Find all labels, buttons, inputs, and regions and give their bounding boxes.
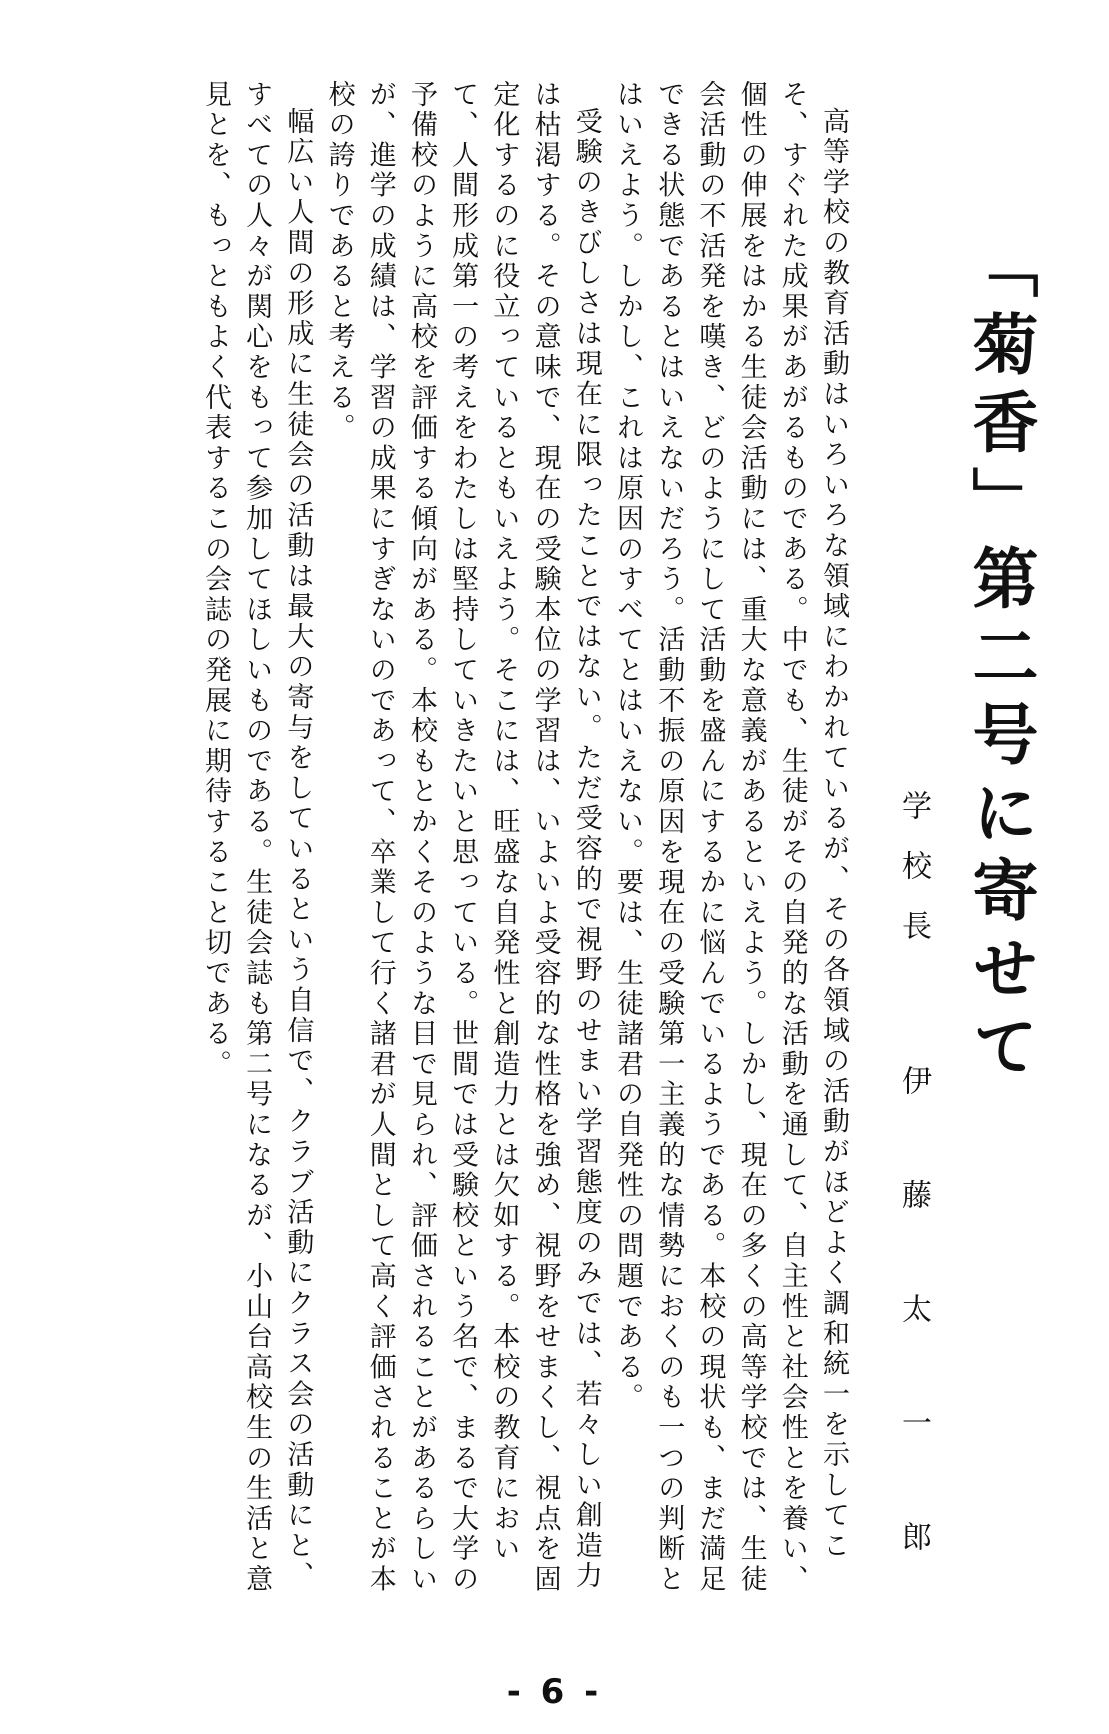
- body-paragraph: 高等学校の教育活動はいろいろな領域にわかれているが、その各領域の活動がほどよく調和統一を示してこそ、すぐれた成果があがるものである。中でも、生徒がその自発的な活動を通して、自主性と社会性とを養い、個性の伸展をはかる生徒会活動には、重大な意義があるといえよう。しかし、現在の多くの高等学校では、生徒会活動の不活発を嘆き、どのようにして活動を盛んにするかに悩んでいるようである。本校の現状も、まだ満足できる状態であるとはいえないだろう。活動不振の原因を現在の受験第一主義的な情勢におくのも一つの判断とはいえよう。しかし、これは原因のすべてとはいえない。要は、生徒諸君の自発性の問題である。: [611, 80, 849, 1595]
- page-number: - 6 -: [506, 1672, 603, 1712]
- author-name: 伊藤太一郎: [896, 1065, 931, 1635]
- article-title: 「菊香」第二号に寄せて: [961, 232, 1039, 1090]
- article-body: [196, 80, 854, 1620]
- body-paragraph: 幅広い人間の形成に生徒会の活動は最大の寄与をしているという自信で、クラブ活動にクラス会の活動にと、すべての人々が関心をもって参加してほしいものである。生徒会誌も第二号になるが、小山台高校生の生活と意見とを、もっともよく代表するこの会誌の発展に期待すること切である。: [199, 80, 314, 1595]
- body-paragraph: 受験のきびしさは現在に限ったことではない。ただ受容的で視野のせまい学習態度のみでは、若々しい創造力は枯渇する。その意味で、現在の受験本位の学習は、いよいよ受容的な性格を強め、視野をせまくし、視点を固定化するのに役立っているともいえよう。そこには、旺盛な自発性と創造力とは欠如する。本校の教育において、人間形成第一の考えをわたしは堅持していきたいと思っている。世間では受験校という名で、まるで大学の予備校のように高校を評価する傾向がある。本校もとかくそのような目で見られ、評価されることがあるらしいが、進学の成績は、学習の成果にすぎないのであって、卒業して行く諸君が人間として高く評価されることが本校の誇りであると考える。: [323, 80, 602, 1595]
- author-role: 学校長: [896, 790, 931, 970]
